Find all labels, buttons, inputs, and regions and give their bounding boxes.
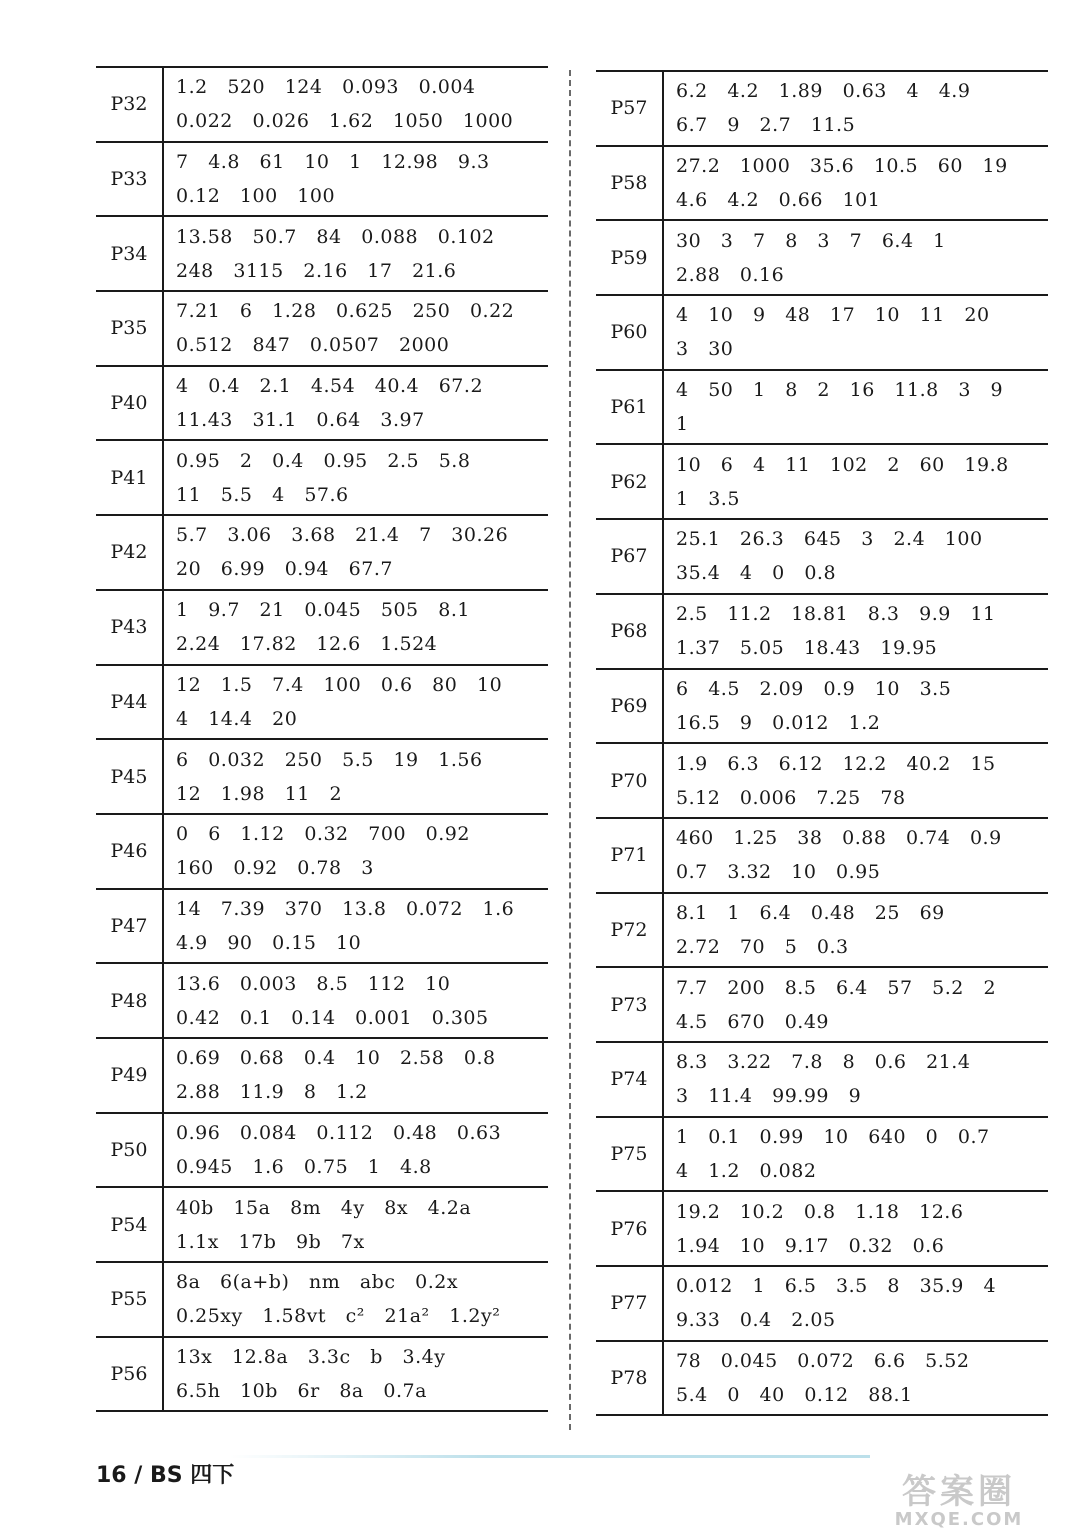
answer-values bbox=[663, 71, 1048, 146]
page-number: P75 bbox=[596, 1117, 663, 1192]
answer-line: 0.022 0.026 1.62 1050 1000 bbox=[176, 110, 514, 133]
answer-values bbox=[663, 743, 1048, 818]
answer-line: 4 14.4 20 bbox=[176, 707, 298, 730]
answer-line: 2.72 70 5 0.3 bbox=[676, 935, 849, 958]
answer-values bbox=[163, 665, 548, 740]
answer-values bbox=[663, 1191, 1048, 1266]
page-number: P68 bbox=[596, 594, 663, 669]
page-number: P33 bbox=[96, 142, 163, 217]
watermark-logo bbox=[874, 1474, 1044, 1532]
page-number: P54 bbox=[96, 1187, 163, 1262]
answer-values bbox=[663, 220, 1048, 295]
answer-values bbox=[663, 1341, 1048, 1416]
answer-line: 3 11.4 99.99 9 bbox=[676, 1085, 862, 1108]
answer-line: 4 0.4 2.1 4.54 40.4 67.2 bbox=[176, 375, 484, 398]
page-number: P47 bbox=[96, 889, 163, 964]
answer-line: 27.2 1000 35.6 10.5 60 19 bbox=[676, 155, 1008, 178]
answer-values bbox=[163, 963, 548, 1038]
answer-line: 6.7 9 2.7 11.5 bbox=[676, 114, 856, 137]
answer-line: 248 3115 2.16 17 21.6 bbox=[176, 259, 457, 282]
answer-line: 6.2 4.2 1.89 0.63 4 4.9 bbox=[676, 80, 971, 103]
answer-line: 6 4.5 2.09 0.9 10 3.5 bbox=[676, 677, 952, 700]
answer-line: 11.43 31.1 0.64 3.97 bbox=[176, 409, 425, 432]
page-number: P73 bbox=[596, 967, 663, 1042]
answer-line: 4 1.2 0.082 bbox=[676, 1159, 817, 1182]
answer-line: 13.58 50.7 84 0.088 0.102 bbox=[176, 225, 495, 248]
answer-row bbox=[596, 594, 1048, 669]
answer-row bbox=[596, 220, 1048, 295]
answer-line: 0.12 100 100 bbox=[176, 185, 336, 208]
answer-values bbox=[663, 669, 1048, 744]
answer-line: 1.94 10 9.17 0.32 0.6 bbox=[676, 1234, 945, 1257]
answer-row bbox=[596, 669, 1048, 744]
page-number: P62 bbox=[596, 444, 663, 519]
page-number: P76 bbox=[596, 1191, 663, 1266]
answer-values bbox=[163, 366, 548, 441]
answer-line: 0.012 1 6.5 3.5 8 35.9 4 bbox=[676, 1275, 997, 1298]
page-number: P55 bbox=[96, 1262, 163, 1337]
answer-line: 1 3.5 bbox=[676, 487, 740, 510]
answer-line: 0 6 1.12 0.32 700 0.92 bbox=[176, 823, 470, 846]
answer-line: 7.7 200 8.5 6.4 57 5.2 2 bbox=[676, 976, 997, 999]
column-divider bbox=[569, 70, 571, 1430]
answer-row bbox=[596, 743, 1048, 818]
answer-line: 1.37 5.05 18.43 19.95 bbox=[676, 637, 938, 660]
answer-line: 35.4 4 0 0.8 bbox=[676, 562, 837, 585]
page-footer: 16 / BS 四下 bbox=[96, 1463, 235, 1488]
answer-line: 0.42 0.1 0.14 0.001 0.305 bbox=[176, 1006, 489, 1029]
answer-line: 11 5.5 4 57.6 bbox=[176, 483, 349, 506]
answer-row bbox=[96, 67, 548, 142]
answer-values bbox=[663, 295, 1048, 370]
watermark-url: MXQE.COM bbox=[894, 1509, 1024, 1530]
answer-line: 7 4.8 61 10 1 12.98 9.3 bbox=[176, 151, 490, 174]
answer-line: 0.96 0.084 0.112 0.48 0.63 bbox=[176, 1121, 502, 1144]
page-number: P43 bbox=[96, 590, 163, 665]
answer-line: 4.5 670 0.49 bbox=[676, 1010, 830, 1033]
answer-row bbox=[596, 71, 1048, 146]
answer-line: 16.5 9 0.012 1.2 bbox=[676, 711, 881, 734]
answer-values bbox=[163, 440, 548, 515]
answer-values bbox=[663, 146, 1048, 221]
answer-values bbox=[663, 1042, 1048, 1117]
answer-row bbox=[596, 146, 1048, 221]
page-number: P34 bbox=[96, 216, 163, 291]
answer-line: 6.5h 10b 6r 8a 0.7a bbox=[176, 1380, 427, 1403]
answer-table-right bbox=[596, 70, 1048, 1416]
page-number: P50 bbox=[96, 1113, 163, 1188]
answer-values bbox=[163, 1038, 548, 1113]
page-number: P41 bbox=[96, 440, 163, 515]
answer-row bbox=[96, 142, 548, 217]
page-number: P61 bbox=[596, 370, 663, 445]
answer-values bbox=[663, 967, 1048, 1042]
answer-values bbox=[663, 519, 1048, 594]
answer-line: 0.95 2 0.4 0.95 2.5 5.8 bbox=[176, 449, 471, 472]
answer-line: 4 50 1 8 2 16 11.8 3 9 bbox=[676, 379, 1004, 402]
watermark-text: 答案圈 bbox=[902, 1472, 1016, 1512]
answer-row bbox=[96, 1262, 548, 1337]
page-number: P32 bbox=[96, 67, 163, 142]
answer-line: 5.7 3.06 3.68 21.4 7 30.26 bbox=[176, 524, 509, 547]
answer-line: 1 0.1 0.99 10 640 0 0.7 bbox=[676, 1125, 990, 1148]
answer-line: 8.1 1 6.4 0.48 25 69 bbox=[676, 901, 945, 924]
answer-line: 13x 12.8a 3.3c b 3.4y bbox=[176, 1346, 446, 1369]
answer-row bbox=[96, 291, 548, 366]
answer-line: 1 9.7 21 0.045 505 8.1 bbox=[176, 599, 470, 622]
answer-row bbox=[596, 1117, 1048, 1192]
answer-line: 5.12 0.006 7.25 78 bbox=[676, 786, 906, 809]
page-number: P35 bbox=[96, 291, 163, 366]
answer-values bbox=[663, 370, 1048, 445]
answer-row bbox=[96, 739, 548, 814]
answer-values bbox=[663, 1266, 1048, 1341]
answer-row bbox=[596, 1191, 1048, 1266]
answer-values bbox=[163, 1113, 548, 1188]
answer-line: 9.33 0.4 2.05 bbox=[676, 1309, 836, 1332]
page-number: P40 bbox=[96, 366, 163, 441]
answer-row bbox=[96, 1187, 548, 1262]
answer-line: 0.7 3.32 10 0.95 bbox=[676, 861, 881, 884]
answer-row bbox=[596, 1341, 1048, 1416]
answer-line: 12 1.5 7.4 100 0.6 80 10 bbox=[176, 673, 503, 696]
answer-row bbox=[596, 444, 1048, 519]
page-number: P45 bbox=[96, 739, 163, 814]
answer-values bbox=[163, 590, 548, 665]
answer-values bbox=[163, 1187, 548, 1262]
answer-row bbox=[96, 814, 548, 889]
page-number: P77 bbox=[596, 1266, 663, 1341]
answer-row bbox=[596, 893, 1048, 968]
page-number: P44 bbox=[96, 665, 163, 740]
answer-row bbox=[96, 515, 548, 590]
page-number: P58 bbox=[596, 146, 663, 221]
answer-table-left bbox=[96, 66, 548, 1412]
answer-line: 25.1 26.3 645 3 2.4 100 bbox=[676, 528, 983, 551]
answer-line: 19.2 10.2 0.8 1.18 12.6 bbox=[676, 1200, 964, 1223]
answer-values bbox=[163, 889, 548, 964]
page-number: P69 bbox=[596, 669, 663, 744]
page-number: P70 bbox=[596, 743, 663, 818]
answer-line: 8a 6(a+b) nm abc 0.2x bbox=[176, 1271, 459, 1294]
page-number: P42 bbox=[96, 515, 163, 590]
page-number: P74 bbox=[596, 1042, 663, 1117]
answer-values bbox=[663, 444, 1048, 519]
answer-row bbox=[96, 1337, 548, 1412]
answer-row bbox=[96, 1113, 548, 1188]
answer-row bbox=[96, 963, 548, 1038]
answer-values bbox=[163, 1262, 548, 1337]
answer-line: 160 0.92 0.78 3 bbox=[176, 857, 374, 880]
answer-line: 8.3 3.22 7.8 8 0.6 21.4 bbox=[676, 1051, 971, 1074]
answer-values bbox=[163, 739, 548, 814]
answer-line: 13.6 0.003 8.5 112 10 bbox=[176, 972, 451, 995]
answer-row bbox=[96, 889, 548, 964]
answer-row bbox=[596, 519, 1048, 594]
answer-row bbox=[596, 818, 1048, 893]
page-number: P60 bbox=[596, 295, 663, 370]
page-number: P56 bbox=[96, 1337, 163, 1412]
answer-values bbox=[163, 291, 548, 366]
answer-row bbox=[596, 1266, 1048, 1341]
answer-row bbox=[596, 967, 1048, 1042]
answer-line: 1.9 6.3 6.12 12.2 40.2 15 bbox=[676, 752, 996, 775]
answer-values bbox=[663, 1117, 1048, 1192]
answer-line: 14 7.39 370 13.8 0.072 1.6 bbox=[176, 897, 515, 920]
answer-row bbox=[96, 366, 548, 441]
answer-line: 2.88 11.9 8 1.2 bbox=[176, 1081, 368, 1104]
page-number: P48 bbox=[96, 963, 163, 1038]
page-number: P71 bbox=[596, 818, 663, 893]
answer-line: 12 1.98 11 2 bbox=[176, 782, 343, 805]
answer-row bbox=[96, 440, 548, 515]
answer-line: 0.25xy 1.58vt c² 21a² 1.2y² bbox=[176, 1305, 501, 1328]
answer-row bbox=[96, 1038, 548, 1113]
answer-values bbox=[663, 594, 1048, 669]
answer-row bbox=[596, 1042, 1048, 1117]
answer-values bbox=[163, 216, 548, 291]
answer-line: 1.1x 17b 9b 7x bbox=[176, 1230, 365, 1253]
page-number: P49 bbox=[96, 1038, 163, 1113]
answer-line: 4.6 4.2 0.66 101 bbox=[676, 189, 881, 212]
answer-line: 2.24 17.82 12.6 1.524 bbox=[176, 633, 438, 656]
answer-row bbox=[96, 216, 548, 291]
answer-line: 78 0.045 0.072 6.6 5.52 bbox=[676, 1350, 970, 1373]
answer-line: 2.88 0.16 bbox=[676, 263, 785, 286]
page-number: P67 bbox=[596, 519, 663, 594]
answer-line: 0.512 847 0.0507 2000 bbox=[176, 334, 450, 357]
answer-line: 40b 15a 8m 4y 8x 4.2a bbox=[176, 1196, 472, 1219]
page-number: P78 bbox=[596, 1341, 663, 1416]
answer-line: 0.69 0.68 0.4 10 2.58 0.8 bbox=[176, 1047, 496, 1070]
answer-line: 7.21 6 1.28 0.625 250 0.22 bbox=[176, 300, 515, 323]
answer-line: 1 bbox=[676, 413, 689, 436]
answer-line: 3 30 bbox=[676, 338, 734, 361]
answer-line: 20 6.99 0.94 67.7 bbox=[176, 558, 393, 581]
answer-row bbox=[96, 665, 548, 740]
answer-line: 0.945 1.6 0.75 1 4.8 bbox=[176, 1155, 432, 1178]
answer-line: 4 10 9 48 17 10 11 20 bbox=[676, 304, 990, 327]
answer-line: 6 0.032 250 5.5 19 1.56 bbox=[176, 748, 483, 771]
answer-row bbox=[596, 295, 1048, 370]
page-number: P72 bbox=[596, 893, 663, 968]
footer-rule bbox=[230, 1455, 870, 1458]
answer-row bbox=[596, 370, 1048, 445]
answer-row bbox=[96, 590, 548, 665]
answer-values bbox=[163, 142, 548, 217]
answer-line: 10 6 4 11 102 2 60 19.8 bbox=[676, 453, 1009, 476]
page-number: P59 bbox=[596, 220, 663, 295]
answer-values bbox=[663, 893, 1048, 968]
answer-values bbox=[663, 818, 1048, 893]
answer-line: 1.2 520 124 0.093 0.004 bbox=[176, 76, 476, 99]
answer-line: 30 3 7 8 3 7 6.4 1 bbox=[676, 229, 946, 252]
answer-line: 460 1.25 38 0.88 0.74 0.9 bbox=[676, 827, 1002, 850]
answer-values bbox=[163, 515, 548, 590]
page-number: P57 bbox=[596, 71, 663, 146]
answer-values bbox=[163, 67, 548, 142]
answer-line: 2.5 11.2 18.81 8.3 9.9 11 bbox=[676, 603, 996, 626]
answer-values bbox=[163, 814, 548, 889]
answer-line: 5.4 0 40 0.12 88.1 bbox=[676, 1384, 913, 1407]
answer-line: 4.9 90 0.15 10 bbox=[176, 931, 362, 954]
page-number: P46 bbox=[96, 814, 163, 889]
answer-values bbox=[163, 1337, 548, 1412]
